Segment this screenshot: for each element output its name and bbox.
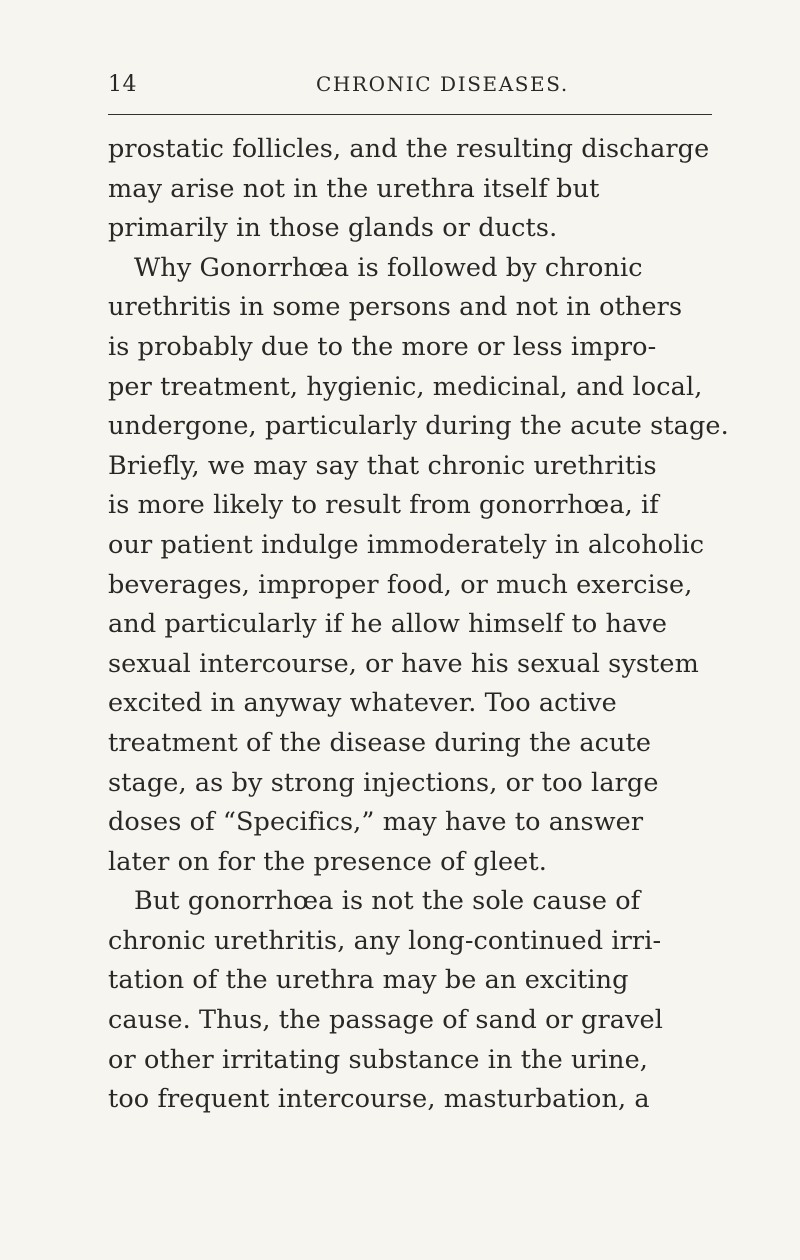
text-line: undergone, particularly during the acute stage.	[108, 411, 729, 442]
text-line: may arise not in the urethra itself but	[108, 173, 600, 204]
running-head	[108, 72, 712, 112]
text-line: is probably due to the more or less impro-	[108, 331, 657, 362]
body-text	[108, 130, 729, 1120]
text-line: later on for the presence of gleet.	[108, 846, 547, 877]
text-line-paragraph-start: But gonorrhœa is not the sole cause of	[134, 886, 641, 917]
running-title: CHRONIC DISEASES.	[316, 72, 569, 96]
text-line: treatment of the disease during the acute	[108, 727, 652, 758]
text-line: tation of the urethra may be an exciting	[108, 965, 629, 996]
text-line: or other irritating substance in the urine,	[108, 1044, 648, 1075]
text-line: per treatment, hygienic, medicinal, and local,	[108, 371, 703, 402]
page-number: 14	[108, 72, 137, 97]
text-line: urethritis in some persons and not in others	[108, 292, 683, 323]
text-line: doses of “Specifics,” may have to answer	[108, 807, 644, 838]
text-line: primarily in those glands or ducts.	[108, 213, 558, 244]
text-line: is more likely to result from gonorrhœa, if	[108, 490, 659, 521]
text-line: too frequent intercourse, masturbation, a	[108, 1084, 650, 1115]
text-line: prostatic follicles, and the resulting discharge	[108, 134, 710, 164]
text-line: Briefly, we may say that chronic urethritis	[108, 450, 657, 481]
text-line: and particularly if he allow himself to have	[108, 609, 668, 640]
text-line: cause. Thus, the passage of sand or gravel	[108, 1005, 663, 1036]
text-line: sexual intercourse, or have his sexual system	[108, 648, 699, 679]
text-line: excited in anyway whatever. Too active	[108, 688, 617, 719]
text-line: beverages, improper food, or much exercise,	[108, 569, 693, 600]
header-rule	[108, 114, 712, 115]
text-line-paragraph-start: Why Gonorrhœa is followed by chronic	[134, 252, 643, 283]
text-line: our patient indulge immoderately in alcoholic	[108, 529, 705, 560]
text-line: chronic urethritis, any long-continued irri-	[108, 925, 662, 956]
text-line: stage, as by strong injections, or too large	[108, 767, 659, 798]
